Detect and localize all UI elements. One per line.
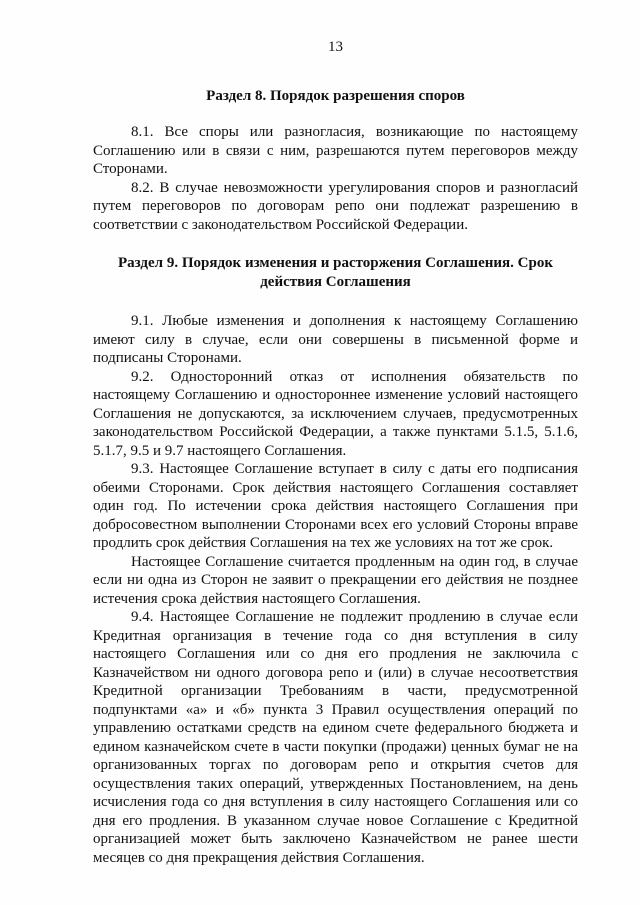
page-number: 13 — [328, 39, 343, 55]
section-8 — [93, 87, 578, 235]
section-9 — [93, 254, 578, 867]
paragraph-9-4: 9.4. Настоящее Соглашение не подлежит продлению в случае если Кредитная организация в течение года со дня вступления в силу настоящего Соглашения или со дня его продления не заключила с Казначейством ни одного договора репо и (или) в случае несоответствия Кредитной организации Требованиям в части, предусмотренной подпунктами «а» и «б» пункта 3 Правил осуществления операций по управлению остатками средств на едином счете федерального бюджета и едином казначейском счете в части покупки (продажи) ценных бумаг не на организованных торгах по договорам репо и открытия счетов для осуществления таких операций, утвержденных Постановлением, на день исчисления года со дня вступления в силу настоящего Соглашения или со дня его продления. В указанном случае новое Соглашение с Кредитной организацией может быть заключено Казначейством не ранее шести месяцев со дня прекращения действия Соглашения. — [93, 609, 578, 866]
section-8-title: Раздел 8. Порядок разрешения споров — [206, 87, 465, 104]
paragraph-8-1: 8.1. Все споры или разногласия, возникающие по настоящему Соглашению или в связи с ним, разрешаются путем переговоров между Сторонами. — [93, 124, 578, 177]
paragraph-9-2: 9.2. Односторонний отказ от исполнения обязательств по настоящему Соглашению и одностороннее изменение условий настоящего Соглашения не допускаются, за исключением случаев, предусмотренных законодательством Российской Федерации, а также пунктами 5.1.5, 5.1.6, 5.1.7, 9.5 и 9.7 настоящего Соглашения. — [93, 368, 578, 459]
section-9-title: Раздел 9. Порядок изменения и расторжения Соглашения. Срок действия Соглашения — [118, 255, 553, 290]
paragraph-9-3-continued: Настоящее Соглашение считается продленным на один год, в случае если ни одна из Сторон не заявит о прекращении его действия не позднее истечения срока действия настоящего Соглашения. — [93, 553, 578, 607]
paragraph-8-2: 8.2. В случае невозможности урегулирования споров и разногласий путем переговоров по договорам репо они подлежат разрешению в соответствии с законодательством Российской Федерации. — [93, 179, 578, 233]
paragraph-9-3: 9.3. Настоящее Соглашение вступает в силу с даты его подписания обеими Сторонами. Срок действия настоящего Соглашения составляет один год. По истечении срока действия настоящего Соглашения при добросовестном выполнении Сторонами всех его условий Стороны вправе продлить срок действия Соглашения на тех же условиях на тот же срок. — [93, 461, 578, 551]
paragraph-9-1: 9.1. Любые изменения и дополнения к настоящему Соглашению имеют силу в случае, если они совершены в письменной форме и подписаны Сторонами. — [93, 313, 578, 366]
